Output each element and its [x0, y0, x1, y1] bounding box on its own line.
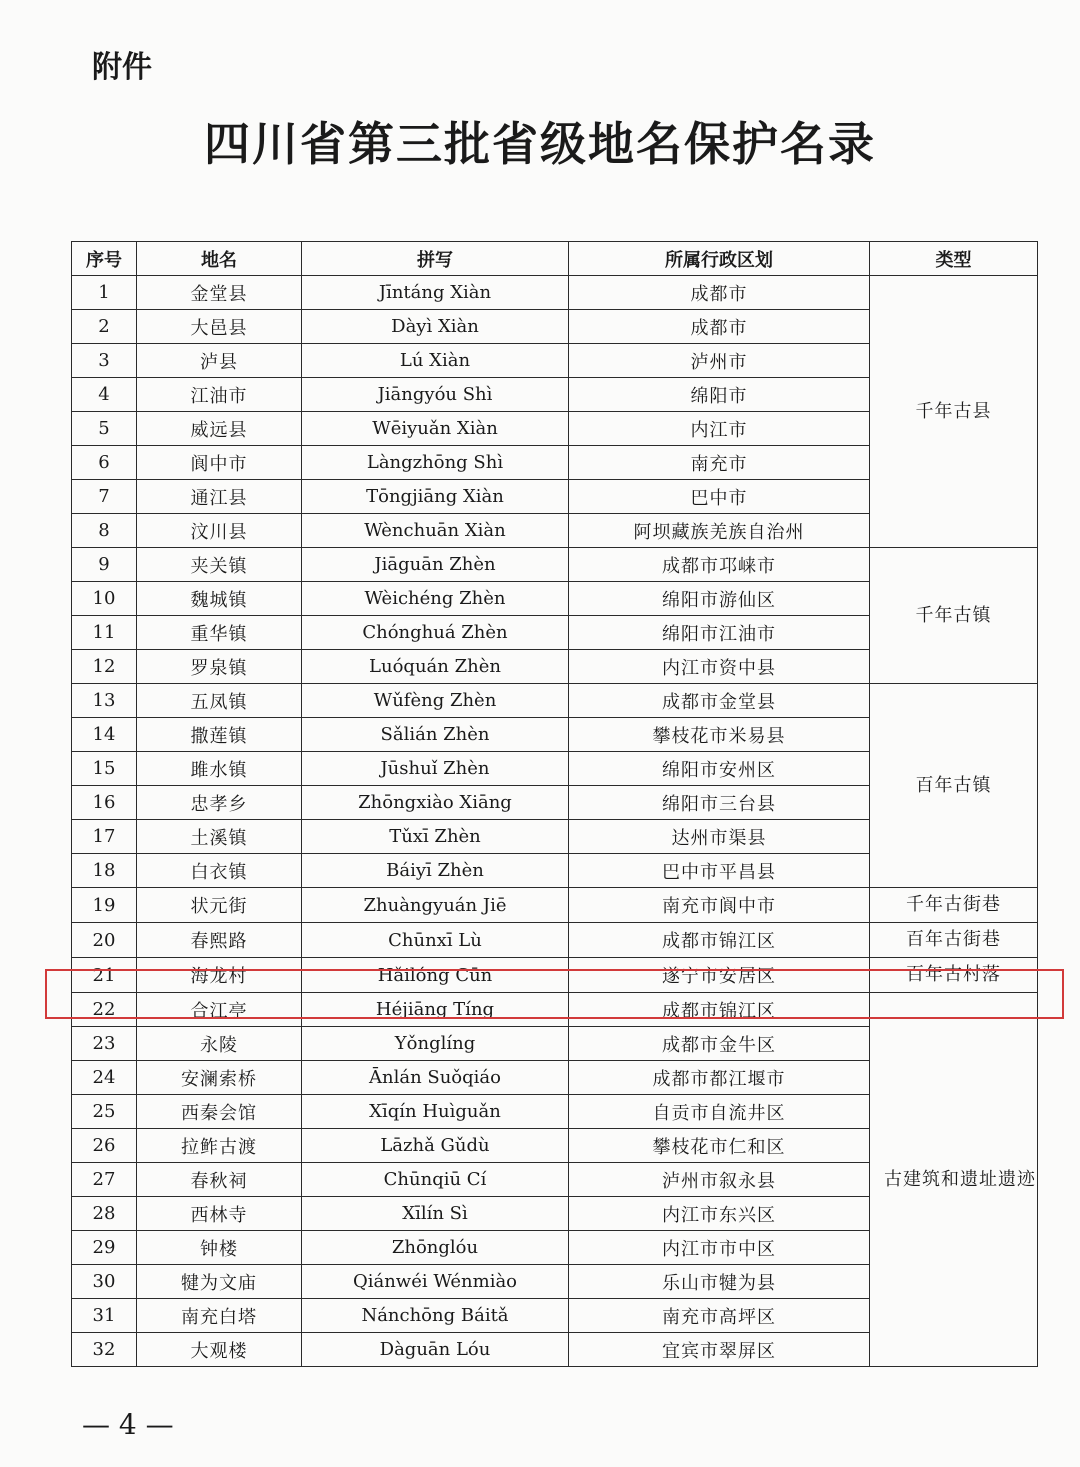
cell-type: 百年古村落	[870, 958, 1038, 993]
cell-number: 9	[72, 548, 137, 582]
cell-pinyin: Chónghuá Zhèn	[302, 616, 569, 650]
cell-number: 27	[72, 1163, 137, 1197]
cell-pinyin: Héjiāng Tíng	[302, 993, 569, 1027]
cell-place-name: 南充白塔	[137, 1299, 302, 1333]
cell-place-name: 忠孝乡	[137, 786, 302, 820]
cell-pinyin: Lāzhǎ Gǔdù	[302, 1129, 569, 1163]
cell-admin-division: 南充市	[569, 446, 870, 480]
cell-place-name: 雎水镇	[137, 752, 302, 786]
cell-admin-division: 攀枝花市仁和区	[569, 1129, 870, 1163]
document-title: 四川省第三批省级地名保护名录	[204, 117, 876, 171]
cell-place-name: 春熙路	[137, 923, 302, 958]
cell-pinyin: Jūshuǐ Zhèn	[302, 752, 569, 786]
cell-type: 千年古镇	[870, 548, 1038, 684]
cell-pinyin: Dàguān Lóu	[302, 1333, 569, 1367]
cell-admin-division: 阿坝藏族羌族自治州	[569, 514, 870, 548]
column-header-pinyin: 拼写	[302, 242, 569, 276]
cell-place-name: 状元街	[137, 888, 302, 923]
cell-pinyin: Zhōngxiào Xiāng	[302, 786, 569, 820]
cell-admin-division: 攀枝花市米易县	[569, 718, 870, 752]
cell-place-name: 夹关镇	[137, 548, 302, 582]
cell-number: 26	[72, 1129, 137, 1163]
cell-admin-division: 乐山市犍为县	[569, 1265, 870, 1299]
column-header-number: 序号	[72, 242, 137, 276]
cell-place-name: 白衣镇	[137, 854, 302, 888]
cell-number: 10	[72, 582, 137, 616]
cell-pinyin: Hǎilóng Cūn	[302, 958, 569, 993]
cell-pinyin: Xīlín Sì	[302, 1197, 569, 1231]
cell-admin-division: 绵阳市游仙区	[569, 582, 870, 616]
cell-number: 13	[72, 684, 137, 718]
cell-place-name: 撒莲镇	[137, 718, 302, 752]
cell-admin-division: 南充市高坪区	[569, 1299, 870, 1333]
cell-place-name: 阆中市	[137, 446, 302, 480]
cell-pinyin: Chūnxī Lù	[302, 923, 569, 958]
highlight-box	[45, 969, 1064, 1019]
cell-number: 21	[72, 958, 137, 993]
cell-number: 1	[72, 276, 137, 310]
cell-pinyin: Làngzhōng Shì	[302, 446, 569, 480]
cell-pinyin: Yǒnglíng	[302, 1027, 569, 1061]
cell-pinyin: Zhōnglóu	[302, 1231, 569, 1265]
cell-admin-division: 自贡市自流井区	[569, 1095, 870, 1129]
cell-admin-division: 绵阳市	[569, 378, 870, 412]
cell-admin-division: 达州市渠县	[569, 820, 870, 854]
cell-number: 20	[72, 923, 137, 958]
table-row	[72, 684, 1038, 718]
cell-type: 千年古街巷	[870, 888, 1038, 923]
cell-admin-division: 内江市市中区	[569, 1231, 870, 1265]
cell-admin-division: 巴中市平昌县	[569, 854, 870, 888]
cell-place-name: 安澜索桥	[137, 1061, 302, 1095]
cell-pinyin: Jīntáng Xiàn	[302, 276, 569, 310]
cell-number: 25	[72, 1095, 137, 1129]
cell-pinyin: Báiyī Zhèn	[302, 854, 569, 888]
cell-pinyin: Lú Xiàn	[302, 344, 569, 378]
cell-admin-division: 内江市东兴区	[569, 1197, 870, 1231]
cell-place-name: 犍为文庙	[137, 1265, 302, 1299]
cell-place-name: 西秦会馆	[137, 1095, 302, 1129]
cell-pinyin: Wènchuān Xiàn	[302, 514, 569, 548]
table-header-row	[72, 242, 1038, 276]
cell-pinyin: Luóquán Zhèn	[302, 650, 569, 684]
cell-place-name: 罗泉镇	[137, 650, 302, 684]
cell-pinyin: Qiánwéi Wénmiào	[302, 1265, 569, 1299]
cell-pinyin: Tōngjiāng Xiàn	[302, 480, 569, 514]
cell-admin-division: 南充市阆中市	[569, 888, 870, 923]
cell-place-name: 永陵	[137, 1027, 302, 1061]
cell-place-name: 汶川县	[137, 514, 302, 548]
cell-pinyin: Chūnqiū Cí	[302, 1163, 569, 1197]
cell-place-name: 拉鲊古渡	[137, 1129, 302, 1163]
cell-number: 30	[72, 1265, 137, 1299]
cell-admin-division: 成都市锦江区	[569, 923, 870, 958]
cell-number: 14	[72, 718, 137, 752]
cell-number: 31	[72, 1299, 137, 1333]
cell-number: 22	[72, 993, 137, 1027]
cell-place-name: 金堂县	[137, 276, 302, 310]
cell-pinyin: Jiāngyóu Shì	[302, 378, 569, 412]
cell-admin-division: 成都市都江堰市	[569, 1061, 870, 1095]
cell-place-name: 魏城镇	[137, 582, 302, 616]
cell-place-name: 土溪镇	[137, 820, 302, 854]
cell-place-name: 西林寺	[137, 1197, 302, 1231]
column-header-admin-division: 所属行政区划	[569, 242, 870, 276]
cell-pinyin: Tǔxī Zhèn	[302, 820, 569, 854]
cell-type: 古建筑和遗址遗迹	[870, 993, 1038, 1367]
cell-place-name: 重华镇	[137, 616, 302, 650]
cell-pinyin: Xīqín Huìguǎn	[302, 1095, 569, 1129]
cell-admin-division: 成都市	[569, 310, 870, 344]
column-header-place-name: 地名	[137, 242, 302, 276]
cell-pinyin: Zhuàngyuán Jiē	[302, 888, 569, 923]
cell-admin-division: 巴中市	[569, 480, 870, 514]
cell-admin-division: 成都市锦江区	[569, 993, 870, 1027]
cell-admin-division: 内江市资中县	[569, 650, 870, 684]
cell-pinyin: Jiāguān Zhèn	[302, 548, 569, 582]
cell-pinyin: Dàyì Xiàn	[302, 310, 569, 344]
cell-place-name: 大观楼	[137, 1333, 302, 1367]
cell-pinyin: Ānlán Suǒqiáo	[302, 1061, 569, 1095]
attachment-label: 附件	[92, 50, 152, 85]
cell-admin-division: 成都市邛崃市	[569, 548, 870, 582]
cell-pinyin: Wèichéng Zhèn	[302, 582, 569, 616]
page-number: — 4 —	[82, 1408, 174, 1441]
cell-admin-division: 内江市	[569, 412, 870, 446]
cell-place-name: 大邑县	[137, 310, 302, 344]
cell-number: 8	[72, 514, 137, 548]
table-row	[72, 548, 1038, 582]
table-row	[72, 888, 1038, 923]
cell-place-name: 泸县	[137, 344, 302, 378]
cell-type: 千年古县	[870, 276, 1038, 548]
cell-admin-division: 绵阳市三台县	[569, 786, 870, 820]
cell-place-name: 春秋祠	[137, 1163, 302, 1197]
cell-number: 18	[72, 854, 137, 888]
cell-place-name: 通江县	[137, 480, 302, 514]
cell-place-name: 五凤镇	[137, 684, 302, 718]
cell-admin-division: 宜宾市翠屏区	[569, 1333, 870, 1367]
cell-place-name: 威远县	[137, 412, 302, 446]
cell-pinyin: Nánchōng Báitǎ	[302, 1299, 569, 1333]
cell-admin-division: 绵阳市安州区	[569, 752, 870, 786]
cell-number: 15	[72, 752, 137, 786]
cell-place-name: 海龙村	[137, 958, 302, 993]
cell-number: 12	[72, 650, 137, 684]
cell-place-name: 合江亭	[137, 993, 302, 1027]
cell-number: 32	[72, 1333, 137, 1367]
cell-place-name: 钟楼	[137, 1231, 302, 1265]
cell-place-name: 江油市	[137, 378, 302, 412]
cell-pinyin: Wǔfèng Zhèn	[302, 684, 569, 718]
cell-pinyin: Sǎlián Zhèn	[302, 718, 569, 752]
cell-number: 28	[72, 1197, 137, 1231]
cell-type: 百年古街巷	[870, 923, 1038, 958]
cell-admin-division: 遂宁市安居区	[569, 958, 870, 993]
cell-number: 3	[72, 344, 137, 378]
cell-type: 百年古镇	[870, 684, 1038, 888]
table-body	[72, 276, 1038, 1367]
cell-number: 7	[72, 480, 137, 514]
cell-admin-division: 成都市	[569, 276, 870, 310]
table-row	[72, 923, 1038, 958]
cell-number: 4	[72, 378, 137, 412]
table-row	[72, 276, 1038, 310]
cell-admin-division: 成都市金牛区	[569, 1027, 870, 1061]
cell-number: 5	[72, 412, 137, 446]
place-name-table	[71, 241, 1038, 1367]
cell-pinyin: Wēiyuǎn Xiàn	[302, 412, 569, 446]
cell-admin-division: 成都市金堂县	[569, 684, 870, 718]
cell-number: 16	[72, 786, 137, 820]
cell-number: 6	[72, 446, 137, 480]
cell-number: 24	[72, 1061, 137, 1095]
column-header-type: 类型	[870, 242, 1038, 276]
cell-admin-division: 绵阳市江油市	[569, 616, 870, 650]
cell-number: 17	[72, 820, 137, 854]
cell-number: 29	[72, 1231, 137, 1265]
cell-number: 19	[72, 888, 137, 923]
cell-number: 11	[72, 616, 137, 650]
cell-number: 23	[72, 1027, 137, 1061]
cell-number: 2	[72, 310, 137, 344]
cell-admin-division: 泸州市	[569, 344, 870, 378]
cell-admin-division: 泸州市叙永县	[569, 1163, 870, 1197]
